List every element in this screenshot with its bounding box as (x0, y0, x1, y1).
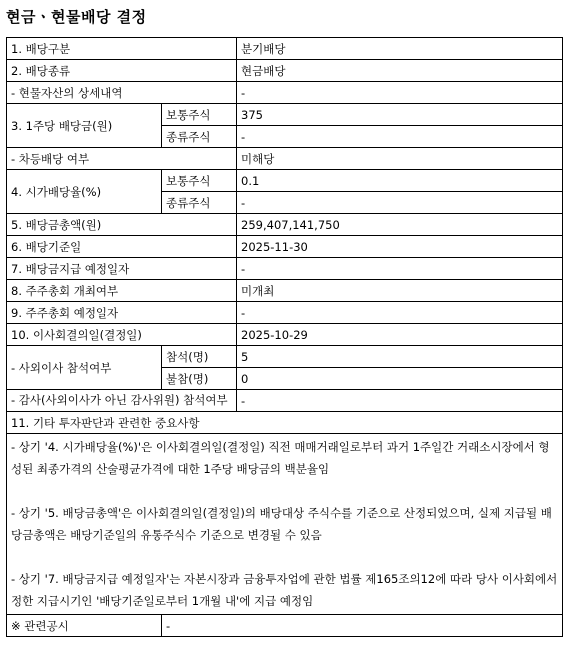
row-label: 10. 이사회결의일(결정일) (7, 324, 237, 346)
row-value: 375 (237, 104, 563, 126)
dividend-table (6, 37, 563, 637)
table-row (7, 38, 563, 60)
table-row (7, 214, 563, 236)
row-value: - (237, 192, 563, 214)
note-text: - 상기 '7. 배당금지급 예정일자'는 자본시장과 금융투자업에 관한 법률 제165조의12에 따라 당사 이사회에서 정한 지급시기인 '배당기준일로부터 1개월 내'에 지급 예정임 (11, 572, 558, 608)
row-label: 8. 주주총회 개최여부 (7, 280, 237, 302)
row-value: 현금배당 (237, 60, 563, 82)
row-value: 미개최 (237, 280, 563, 302)
table-row (7, 615, 563, 637)
row-label: 3. 1주당 배당금(원) (7, 104, 162, 148)
table-row (7, 258, 563, 280)
row-value: 0.1 (237, 170, 563, 192)
row-value: - (237, 302, 563, 324)
row-label: 4. 시가배당율(%) (7, 170, 162, 214)
row-label: ※ 관련공시 (7, 615, 162, 637)
row-value: - (237, 258, 563, 280)
row-value: - (237, 82, 563, 104)
table-row (7, 302, 563, 324)
row-label: - 차등배당 여부 (7, 148, 237, 170)
row-label: - 감사(사외이사가 아닌 감사위원) 참석여부 (7, 390, 237, 412)
row-sublabel: 보통주식 (162, 170, 237, 192)
page-title: 현금ㆍ현물배당 결정 (6, 8, 147, 26)
row-value: 259,407,141,750 (237, 214, 563, 236)
row-sublabel: 참석(명) (162, 346, 237, 368)
row-value: 분기배당 (237, 38, 563, 60)
row-label: 1. 배당구분 (7, 38, 237, 60)
row-value: - (237, 126, 563, 148)
row-sublabel: 종류주식 (162, 192, 237, 214)
table-row (7, 346, 563, 368)
row-label: 7. 배당금지급 예정일자 (7, 258, 237, 280)
table-row (7, 104, 563, 126)
row-sublabel: 보통주식 (162, 104, 237, 126)
row-label: 11. 기타 투자판단과 관련한 중요사항 (7, 412, 563, 434)
row-label: 2. 배당종류 (7, 60, 237, 82)
table-row (7, 412, 563, 434)
table-row (7, 390, 563, 412)
table-row (7, 148, 563, 170)
table-row (7, 170, 563, 192)
table-row (7, 324, 563, 346)
table-row (7, 82, 563, 104)
row-label: 9. 주주총회 예정일자 (7, 302, 237, 324)
row-value: - (237, 390, 563, 412)
row-value: 미해당 (237, 148, 563, 170)
row-label: 6. 배당기준일 (7, 236, 237, 258)
note-text: - 상기 '4. 시가배당율(%)'은 이사회결의일(결정일) 직전 매매거래일로부터 과거 1주일간 거래소시장에서 형성된 최종가격의 산술평균가격에 대한 1주당 배당금의 백분율임 (11, 440, 550, 476)
row-label: - 현물자산의 상세내역 (7, 82, 237, 104)
row-value: 2025-11-30 (237, 236, 563, 258)
row-sublabel: 종류주식 (162, 126, 237, 148)
row-value: 5 (237, 346, 563, 368)
notes-cell (7, 434, 563, 615)
table-row (7, 236, 563, 258)
row-value: 2025-10-29 (237, 324, 563, 346)
table-row (7, 60, 563, 82)
note-text: - 상기 '5. 배당금총액'은 이사회결의일(결정일)의 배당대상 주식수를 기준으로 산정되었으며, 실제 지급될 배당금총액은 배당기준일의 유통주식수 기준으로 변경될 수 있음 (11, 506, 552, 542)
table-row (7, 280, 563, 302)
table-row (7, 434, 563, 615)
row-label: - 사외이사 참석여부 (7, 346, 162, 390)
row-sublabel: 불참(명) (162, 368, 237, 390)
row-label: 5. 배당금총액(원) (7, 214, 237, 236)
row-value: - (162, 615, 563, 637)
row-value: 0 (237, 368, 563, 390)
